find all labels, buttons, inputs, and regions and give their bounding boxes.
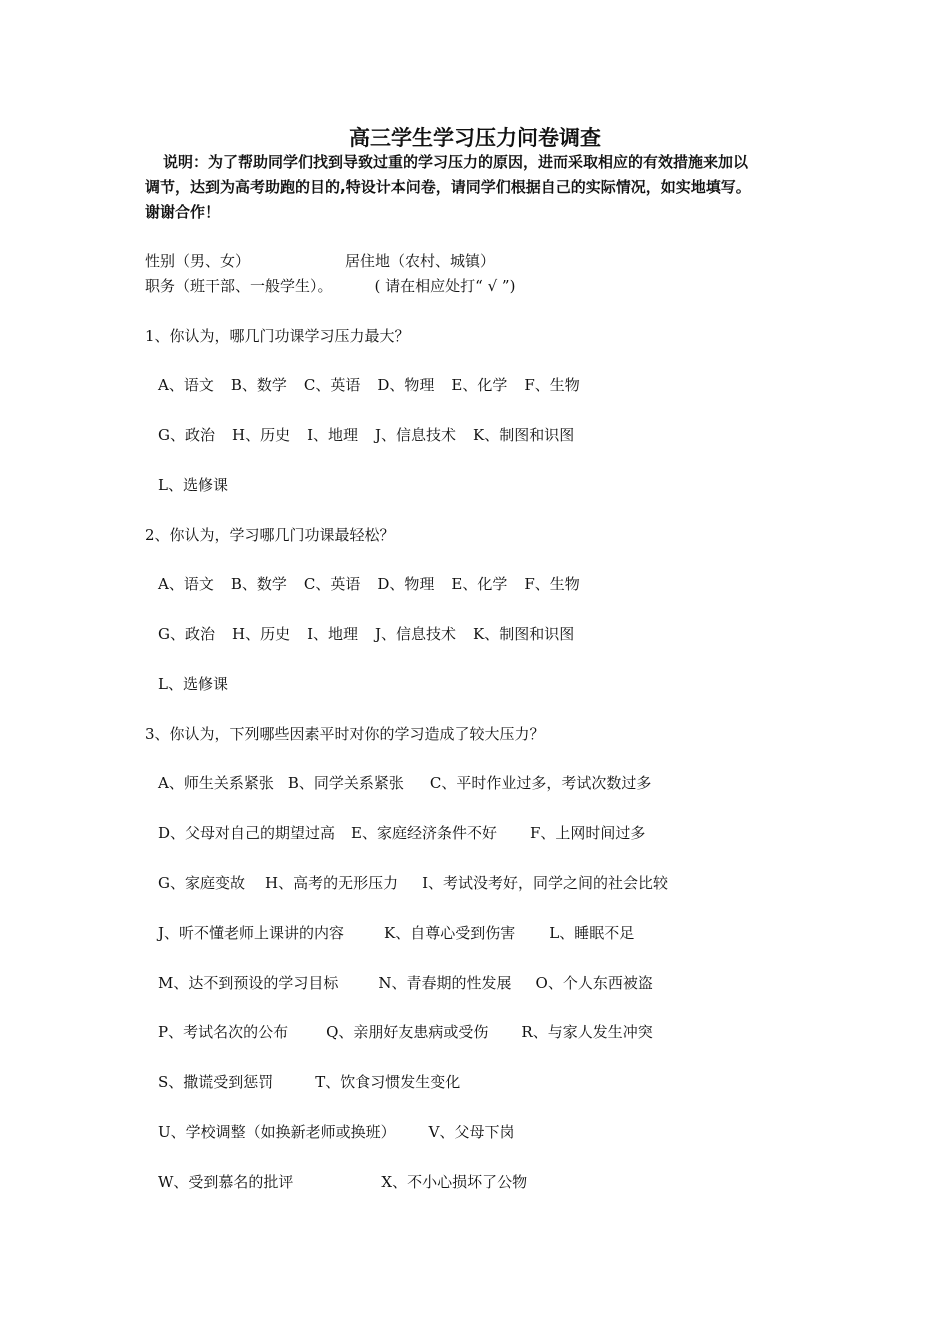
residence-field: 居住地（农村、城镇） <box>345 252 496 270</box>
option: N、青春期的性发展 <box>378 974 512 992</box>
question-3-options-line-6 <box>158 1021 653 1043</box>
question-1-options-line-1 <box>158 374 580 396</box>
option: K、制图和识图 <box>473 426 575 444</box>
option: G、政治 <box>158 426 215 444</box>
question-1: 1、你认为，哪几门功课学习压力最大？ <box>145 327 410 345</box>
option: F、生物 <box>524 376 580 394</box>
option: I、地理 <box>307 625 359 643</box>
option: P、考试名次的公布 <box>158 1023 289 1041</box>
question-1-options-line-2 <box>158 424 574 446</box>
info-line-2 <box>145 275 515 297</box>
option: I、考试没考好，同学之间的社会比较 <box>422 874 669 892</box>
question-3-options-line-3 <box>158 872 668 894</box>
option: J、听不懂老师上课讲的内容 <box>158 924 345 942</box>
option: E、化学 <box>451 575 508 593</box>
option: B、数学 <box>230 575 287 593</box>
option: H、高考的无形压力 <box>264 874 399 892</box>
option: C、英语 <box>303 376 361 394</box>
option: T、饮食习惯发生变化 <box>315 1073 461 1091</box>
option: K、制图和识图 <box>473 625 575 643</box>
question-2: 2、你认为，学习哪几门功课最轻松？ <box>145 526 395 544</box>
question-2-options-line-2 <box>158 623 574 645</box>
option: G、政治 <box>158 625 215 643</box>
option: U、学校调整（如换新老师或换班） <box>158 1123 396 1141</box>
option: G、家庭变故 <box>158 874 245 892</box>
option: J、信息技术 <box>375 625 457 643</box>
intro-line: 谢谢合作！ <box>145 203 221 221</box>
question-1-options-line-3 <box>158 474 228 496</box>
option: D、物理 <box>377 376 435 394</box>
option: A、师生关系紧张 <box>158 774 274 792</box>
info-line-1 <box>145 250 495 272</box>
option: A、语文 <box>158 575 214 593</box>
option: M、达不到预设的学习目标 <box>158 974 339 992</box>
option: W、受到慕名的批评 <box>158 1173 294 1191</box>
option: L、选修课 <box>158 476 228 494</box>
question-3: 3、你认为，下列哪些因素平时对你的学习造成了较大压力？ <box>145 725 545 743</box>
page-title: 高三学生学习压力问卷调查 <box>349 125 601 150</box>
option: L、选修课 <box>158 675 228 693</box>
option: D、父母对自己的期望过高 <box>158 824 336 842</box>
option: K、自尊心受到伤害 <box>384 924 516 942</box>
position-field: 职务（班干部、一般学生）。 <box>145 277 333 295</box>
option: X、不小心损坏了公物 <box>381 1173 528 1191</box>
question-3-options-line-9 <box>158 1171 527 1193</box>
option: S、撒谎受到惩罚 <box>158 1073 274 1091</box>
question-3-options-line-5 <box>158 972 653 994</box>
option: O、个人东西被盗 <box>535 974 653 992</box>
option: L、睡眠不足 <box>549 924 635 942</box>
question-3-options-line-8 <box>158 1121 515 1143</box>
option: R、与家人发生冲突 <box>521 1023 653 1041</box>
question-2-options-line-1 <box>158 573 580 595</box>
question-3-options-line-1 <box>158 772 651 794</box>
option: F、生物 <box>524 575 580 593</box>
intro-paragraph <box>145 150 815 225</box>
option: D、物理 <box>377 575 435 593</box>
option: H、历史 <box>231 426 291 444</box>
question-3-options-line-7 <box>158 1071 460 1093</box>
intro-line: 调节，达到为高考助跑的目的,特设计本问卷，请同学们根据自己的实际情况，如实地填写。 <box>145 178 751 196</box>
instruction-text: ( 请在相应处打“ √ ”) <box>374 277 516 295</box>
option: H、历史 <box>231 625 291 643</box>
question-3-options-line-4 <box>158 922 634 944</box>
option: I、地理 <box>307 426 359 444</box>
question-2-options-line-3 <box>158 673 228 695</box>
option: F、上网时间过多 <box>529 824 646 842</box>
option: V、父母下岗 <box>428 1123 515 1141</box>
question-3-options-line-2 <box>158 822 645 844</box>
option: E、家庭经济条件不好 <box>351 824 497 842</box>
option: C、英语 <box>303 575 361 593</box>
gender-field: 性别（男、女） <box>145 252 251 270</box>
option: J、信息技术 <box>375 426 457 444</box>
intro-line: 说明：为了帮助同学们找到导致过重的学习压力的原因，进而采取相应的有效措施来加以 <box>163 153 749 171</box>
option: C、平时作业过多，考试次数过多 <box>429 774 652 792</box>
option: Q、亲朋好友患病或受伤 <box>326 1023 489 1041</box>
option: B、数学 <box>230 376 287 394</box>
option: E、化学 <box>451 376 508 394</box>
option: B、同学关系紧张 <box>287 774 404 792</box>
option: A、语文 <box>158 376 214 394</box>
